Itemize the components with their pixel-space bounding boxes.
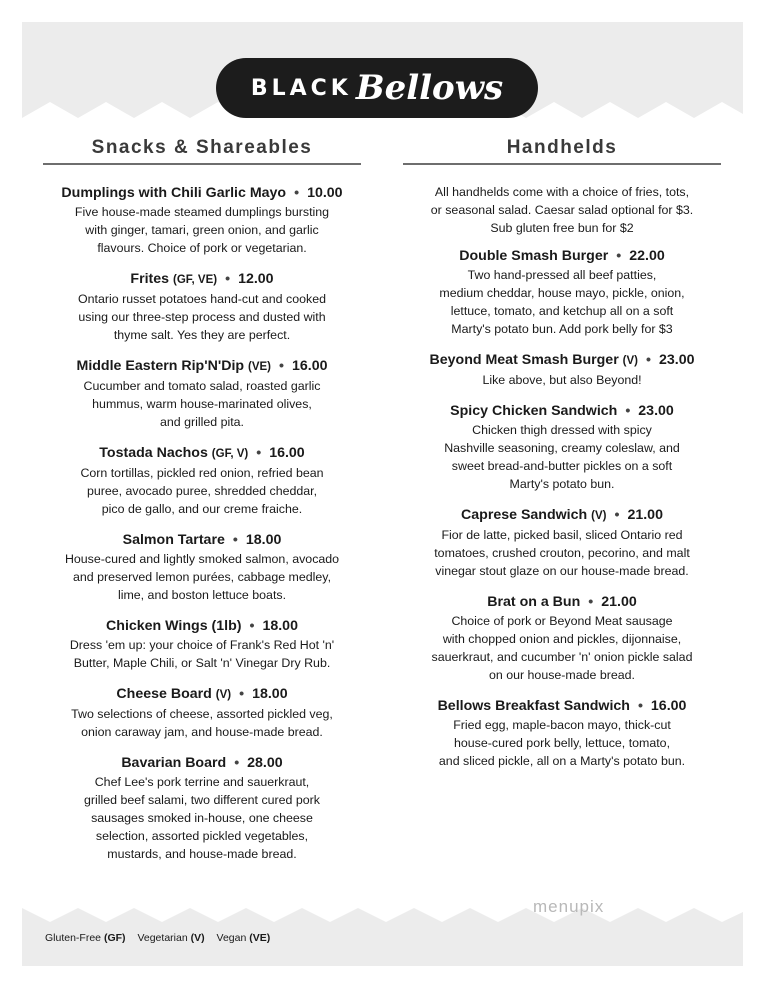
description-line: Ontario russet potatoes hand-cut and cooked	[78, 292, 326, 306]
menu-item-price: 10.00	[307, 185, 343, 201]
description-line: Choice of pork or Beyond Meat sausage	[451, 614, 673, 628]
menu-item-description	[43, 550, 361, 604]
description-line: Nashville seasoning, creamy coleslaw, and	[444, 441, 680, 455]
menu-item-price: 28.00	[247, 755, 283, 771]
description-line: on our house-made bread.	[488, 668, 636, 682]
menu-item-name: Middle Eastern Rip'N'Dip	[76, 358, 245, 374]
menu-item-description	[43, 203, 361, 257]
dietary-tag: (V)	[215, 689, 232, 701]
dietary-tag: (GF, VE)	[173, 274, 218, 286]
bullet-separator: •	[616, 248, 622, 264]
footer-band	[22, 896, 743, 966]
bullet-separator: •	[234, 755, 240, 771]
bullet-separator: •	[279, 358, 284, 374]
menu-item-name: Spicy Chicken Sandwich	[450, 403, 618, 419]
menu-item-name: Beyond Meat Smash Burger	[429, 352, 619, 368]
menu-item-price: 16.00	[650, 698, 687, 714]
description-line: Chicken thigh dressed with spicy	[472, 423, 652, 437]
description-line: thyme salt. Yes they are perfect.	[113, 328, 291, 342]
dietary-tag: (VE)	[248, 361, 272, 373]
menu-item	[43, 616, 361, 672]
menu-item-description	[43, 773, 361, 863]
menu-item	[403, 246, 721, 338]
description-line: grilled beef salami, two different cured pork	[83, 793, 320, 807]
description-line: sauerkraut, and cucumber 'n' onion pickle salad	[431, 650, 693, 664]
menu-item	[43, 269, 361, 344]
intro-line: All handhelds come with a choice of fries, tots,	[434, 185, 690, 199]
menu-item-header	[43, 269, 361, 290]
description-line: Cucumber and tomato salad, roasted garlic	[83, 379, 321, 393]
description-line: Two hand-pressed all beef patties,	[467, 268, 657, 282]
menu-item-price: 12.00	[238, 271, 274, 287]
bullet-separator: •	[249, 618, 255, 634]
menu-item-price: 16.00	[269, 445, 305, 461]
brand-word-bellows: Bellows	[355, 68, 504, 108]
menu-item-price: 16.00	[291, 358, 328, 374]
bullet-separator: •	[239, 686, 245, 702]
menu-item-list	[403, 183, 721, 770]
menu-item-header	[43, 356, 361, 377]
bullet-separator: •	[225, 271, 231, 287]
menu-item-price: 21.00	[627, 507, 663, 523]
description-line: pico de gallo, and our creme fraiche.	[101, 502, 303, 516]
description-line: Fried egg, maple-bacon mayo, thick-cut	[453, 718, 671, 732]
description-line: medium cheddar, house mayo, pickle, onion,	[439, 286, 685, 300]
description-line: lettuce, tomato, and ketchup all on a soft	[450, 304, 674, 318]
bullet-separator: •	[294, 185, 300, 201]
bullet-separator: •	[625, 403, 631, 419]
menu-item-header	[403, 350, 721, 371]
watermark-text: menupix	[533, 897, 605, 916]
menu-item	[43, 356, 361, 431]
menu-item-header	[43, 530, 361, 550]
menu-item-header	[403, 401, 721, 421]
dietary-tag: (V)	[591, 510, 607, 522]
menu-item-name: Cheese Board	[116, 686, 212, 702]
menu-item-header	[403, 592, 721, 612]
menu-item	[43, 530, 361, 604]
menu-item-price: 18.00	[245, 532, 282, 548]
description-line: sausages smoked in-house, one cheese	[91, 811, 313, 825]
description-line: Fior de latte, picked basil, sliced Ontario red	[441, 528, 683, 542]
menu-item	[403, 592, 721, 684]
description-line: vinegar stout glaze on our house-made bread.	[435, 564, 689, 578]
description-line: Like above, but also Beyond!	[482, 373, 642, 387]
menu-item	[43, 443, 361, 518]
menu-item-name: Salmon Tartare	[122, 532, 225, 548]
description-line: hummus, warm house-marinated olives,	[92, 397, 312, 411]
description-line: Chef Lee's pork terrine and sauerkraut,	[94, 775, 310, 789]
description-line: lime, and boston lettuce boats.	[117, 588, 287, 602]
description-line: tomatoes, crushed crouton, pecorino, and malt	[434, 546, 690, 560]
menu-item-description	[403, 526, 721, 580]
description-line: using our three-step process and dusted with	[78, 310, 326, 324]
menu-item	[403, 350, 721, 389]
menu-item-price: 22.00	[629, 248, 665, 264]
description-line: selection, assorted pickled vegetables,	[95, 829, 309, 843]
menu-item-name: Chicken Wings (1lb)	[106, 618, 242, 634]
intro-line: Sub gluten free bun for $2	[490, 221, 634, 235]
menu-item-header	[43, 684, 361, 705]
section-snacks	[43, 134, 361, 875]
menu-item-description	[43, 377, 361, 431]
legend-vegetarian: Vegetarian (V)	[137, 932, 205, 944]
intro-line: or seasonal salad. Caesar salad optional for $3.	[430, 203, 694, 217]
dietary-legend	[45, 932, 279, 944]
menu-item-price: 23.00	[638, 403, 674, 419]
menu-item	[403, 696, 721, 770]
menu-item-name: Frites	[130, 271, 170, 287]
bullet-separator: •	[614, 507, 620, 523]
section-title: Handhelds	[506, 137, 618, 158]
description-line: House-cured and lightly smoked salmon, avocado	[64, 552, 340, 566]
description-line: puree, avocado puree, shredded cheddar,	[86, 484, 318, 498]
menu-item-header	[403, 696, 721, 716]
menu-item-price: 18.00	[262, 618, 298, 634]
section-divider	[43, 163, 361, 165]
description-line: Marty's potato bun.	[509, 477, 615, 491]
brand-word-black: BLACK	[250, 75, 352, 101]
legend-gluten-free: Gluten-Free (GF)	[45, 932, 126, 944]
section-intro	[403, 183, 721, 237]
menu-item-header	[403, 505, 721, 526]
description-line: and preserved lemon purées, cabbage medley,	[72, 570, 332, 584]
menu-item	[43, 183, 361, 257]
menu-item	[403, 401, 721, 493]
menu-item-price: 21.00	[601, 594, 637, 610]
description-line: Corn tortillas, pickled red onion, refried bean	[80, 466, 324, 480]
menu-item-name: Bavarian Board	[121, 755, 227, 771]
description-line: with ginger, tamari, green onion, and garlic	[85, 223, 319, 237]
description-line: flavours. Choice of pork or vegetarian.	[97, 241, 307, 255]
dietary-tag: (V)	[622, 355, 639, 367]
menu-item-description	[43, 464, 361, 518]
menu-item-price: 18.00	[252, 686, 288, 702]
menu-item-name: Dumplings with Chili Garlic Mayo	[61, 185, 287, 201]
section-handhelds	[403, 134, 721, 782]
menu-item-name: Tostada Nachos	[99, 445, 208, 461]
bullet-separator: •	[637, 698, 643, 714]
menu-item-name: Double Smash Burger	[459, 248, 609, 264]
menu-item-description	[43, 290, 361, 344]
description-line: mustards, and house-made bread.	[107, 847, 297, 861]
description-line: house-cured pork belly, lettuce, tomato,	[453, 736, 671, 750]
menu-item	[403, 505, 721, 580]
description-line: sweet bread-and-butter pickles on a soft	[451, 459, 673, 473]
legend-vegan: Vegan (VE)	[216, 932, 271, 944]
description-line: Marty's potato bun. Add pork belly for $3	[451, 322, 673, 336]
zigzag-bottom-decoration	[22, 896, 743, 926]
description-line: and sliced pickle, all on a Marty's potato bun.	[438, 754, 686, 768]
description-line: Five house-made steamed dumplings bursting	[74, 205, 330, 219]
menu-item-name: Bellows Breakfast Sandwich	[437, 698, 630, 714]
menu-item-name: Caprese Sandwich	[461, 507, 588, 523]
dietary-tag: (GF, V)	[211, 448, 249, 460]
menu-item-description	[43, 705, 361, 741]
description-line: Butter, Maple Chili, or Salt 'n' Vinegar Dry Rub.	[73, 656, 331, 670]
bullet-separator: •	[232, 532, 238, 548]
section-title: Snacks & Shareables	[91, 137, 313, 158]
menu-item-description	[43, 636, 361, 672]
menu-item-header	[43, 183, 361, 203]
bullet-separator: •	[588, 594, 594, 610]
menu-item-header	[43, 616, 361, 636]
menu-item-description	[403, 716, 721, 770]
menu-item-description	[403, 421, 721, 493]
description-line: with chopped onion and pickles, dijonnaise,	[442, 632, 682, 646]
menu-item-header	[43, 443, 361, 464]
bullet-separator: •	[256, 445, 262, 461]
menu-item-name: Brat on a Bun	[487, 594, 581, 610]
menu-item-list	[43, 183, 361, 863]
section-divider	[403, 163, 721, 165]
menu-item-header	[403, 246, 721, 266]
menu-item	[43, 684, 361, 741]
description-line: Dress 'em up: your choice of Frank's Red Hot 'n'	[69, 638, 335, 652]
description-line: onion caraway jam, and house-made bread.	[81, 725, 323, 739]
menu-item-price: 23.00	[658, 352, 695, 368]
menu-item-description	[403, 266, 721, 338]
menu-item-description	[403, 371, 721, 389]
menu-item	[43, 753, 361, 863]
menu-item-header	[43, 753, 361, 773]
description-line: Two selections of cheese, assorted pickled veg,	[71, 707, 333, 721]
bullet-separator: •	[646, 352, 651, 368]
description-line: and grilled pita.	[159, 415, 245, 429]
brand-logo	[216, 58, 538, 118]
menu-item-description	[403, 612, 721, 684]
